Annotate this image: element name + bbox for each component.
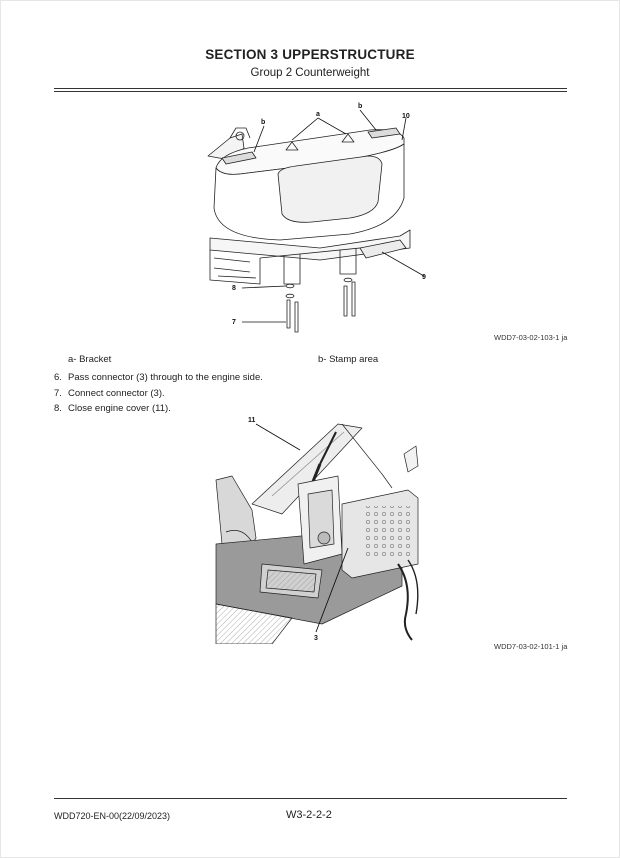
document-id: WDD720-EN-00(22/09/2023) (54, 811, 171, 821)
footer-rule (54, 798, 567, 799)
callout-8: 8 (232, 285, 236, 292)
legend-stamp-area: b- Stamp area (318, 354, 379, 365)
figure1-code: WDD7-03-02-103-1 ja (494, 333, 568, 342)
header-rule-thin (54, 91, 567, 92)
callout-3: 3 (314, 635, 318, 642)
procedure-steps (54, 370, 263, 417)
step-number: 6. (54, 372, 62, 383)
figure2-code: WDD7-03-02-101-1 ja (494, 642, 568, 651)
header-rule-thick (54, 88, 567, 89)
section-title: SECTION 3 UPPERSTRUCTURE (205, 47, 415, 62)
callout-11: 11 (248, 417, 256, 424)
page-number: W3-2-2-2 (286, 809, 332, 821)
counterweight-illustration (200, 98, 440, 334)
step-text: Pass connector (3) through to the engine side. (68, 372, 263, 383)
callout-10: 10 (402, 113, 410, 120)
callout-a: a (316, 111, 320, 118)
callout-b-left: b (261, 119, 266, 126)
callout-7: 7 (232, 319, 236, 326)
step-number: 7. (54, 387, 62, 399)
step-item (54, 370, 263, 386)
callout-9: 9 (422, 274, 426, 281)
group-title: Group 2 Counterweight (250, 67, 370, 79)
engine-cover-illustration (212, 414, 422, 644)
step-text: Close engine cover (11). (68, 403, 171, 414)
legend-bracket: a- Bracket (68, 354, 112, 365)
step-number: 8. (54, 403, 62, 414)
step-text: Connect connector (3). (68, 387, 165, 399)
step-item (54, 386, 263, 402)
callout-b-right: b (358, 103, 363, 110)
